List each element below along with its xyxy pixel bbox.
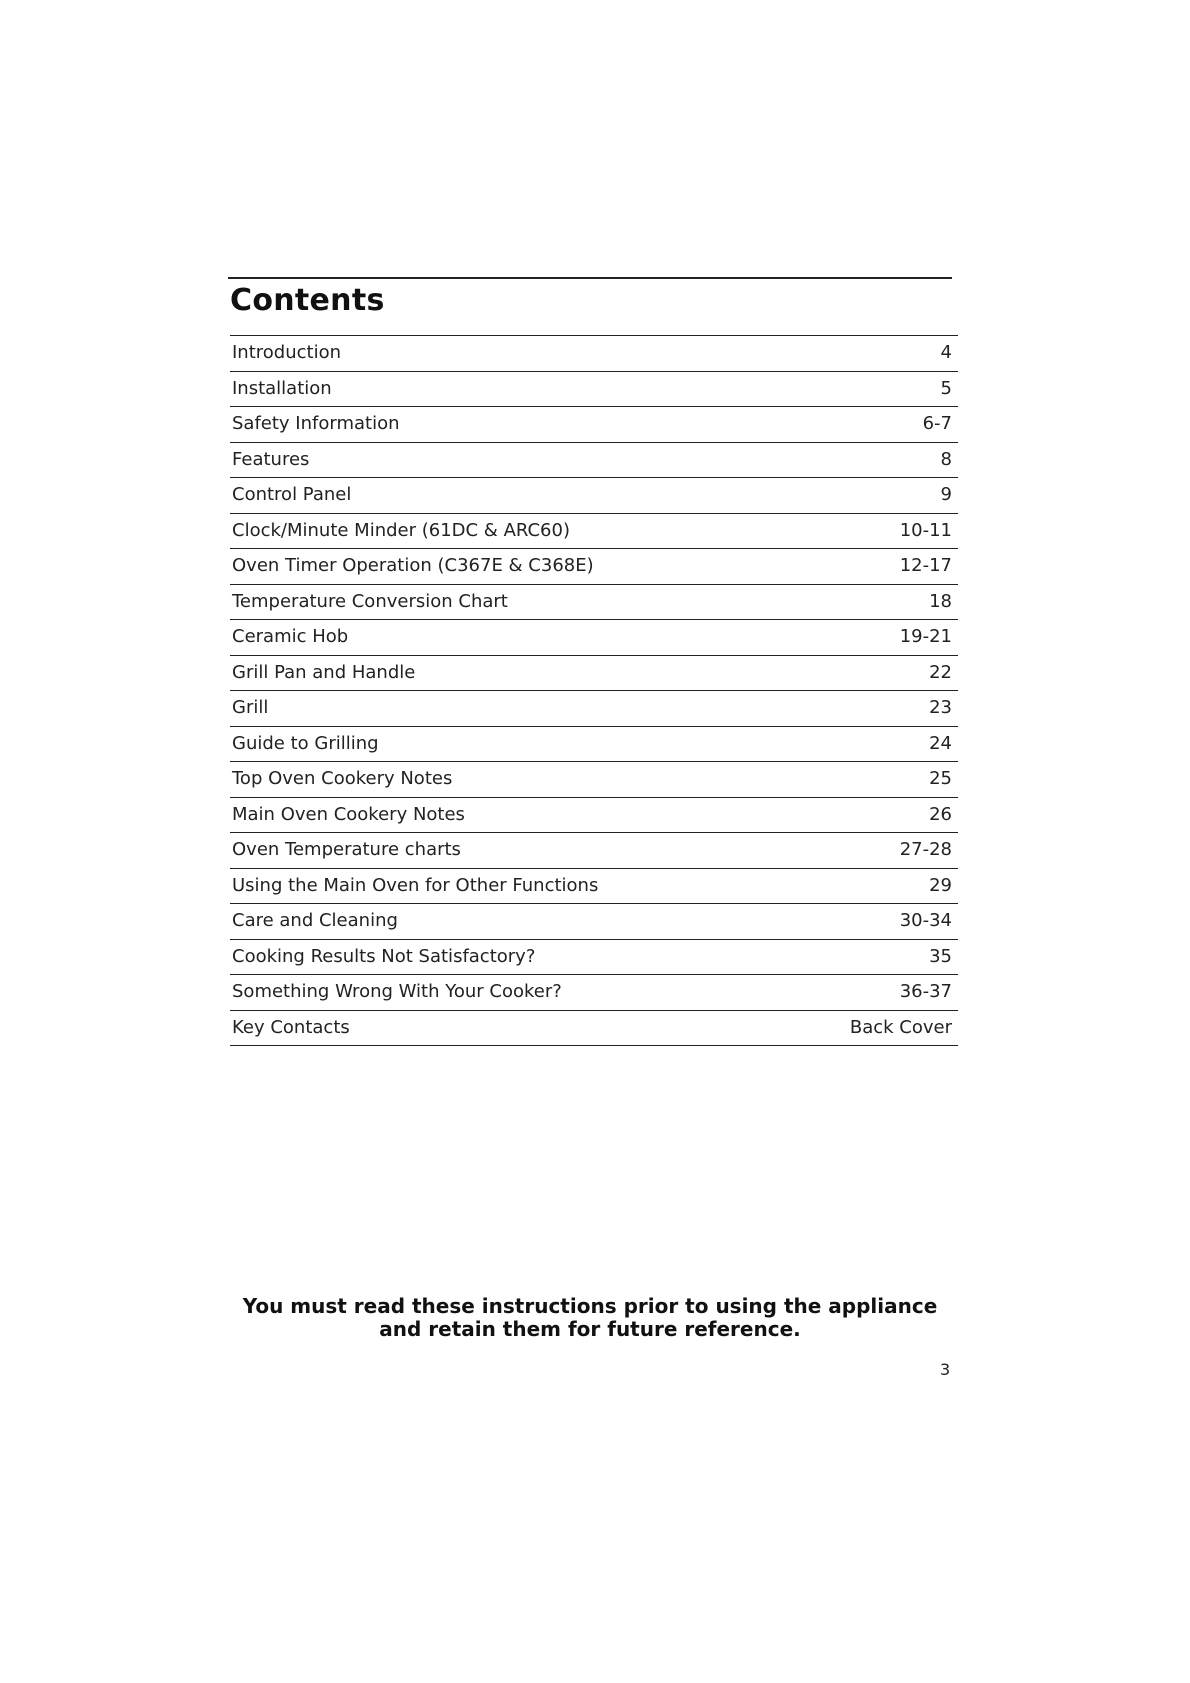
toc-page: 23 [929,697,952,718]
toc-page: 6-7 [922,413,952,434]
toc-page: 5 [940,377,952,399]
toc-label: Oven Timer Operation (C367E & C368E) [232,555,594,576]
toc-row [230,407,958,443]
read-instructions-notice [230,1295,950,1341]
toc-label: Top Oven Cookery Notes [232,768,453,789]
toc-page: 24 [929,732,952,754]
toc-page: 8 [940,448,952,470]
toc-label: Features [232,448,310,470]
page-title: Contents [230,283,385,318]
toc-label: Introduction [232,342,342,363]
toc-page: 19-21 [899,626,952,647]
notice-line-2: and retain them for future reference. [379,1317,801,1341]
toc-label: Guide to Grilling [232,732,379,754]
toc-row [230,975,958,1011]
toc-page: 9 [940,484,952,505]
toc-label: Control Panel [232,484,352,505]
toc-row [230,762,958,798]
toc-label: Cooking Results Not Satisfactory? [232,945,536,967]
toc-page: 30-34 [899,910,952,931]
toc-row [230,940,958,976]
toc-page: 22 [929,661,952,683]
toc-row [230,656,958,692]
toc-page: Back Cover [849,1016,952,1038]
toc-page: 36-37 [899,981,952,1002]
toc-page: 29 [929,874,952,896]
toc-page: 4 [940,342,952,363]
toc-label: Using the Main Oven for Other Functions [232,874,599,896]
toc-label: Safety Information [232,413,400,434]
toc-page: 35 [929,945,952,967]
toc-row [230,798,958,834]
toc-label: Something Wrong With Your Cooker? [232,981,562,1002]
toc-row [230,585,958,621]
toc-row [230,372,958,408]
toc-row [230,869,958,905]
toc-label: Temperature Conversion Chart [232,590,508,612]
toc-page: 25 [929,768,952,789]
toc-label: Main Oven Cookery Notes [232,803,465,825]
toc-row [230,620,958,656]
toc-page: 26 [929,803,952,825]
title-top-rule [228,277,952,279]
toc-row [230,336,958,372]
page-number: 3 [940,1360,951,1379]
toc-label: Care and Cleaning [232,910,398,931]
toc-label: Grill Pan and Handle [232,661,416,683]
toc-page: 18 [929,590,952,612]
contents-list [230,335,958,1046]
toc-label: Key Contacts [232,1016,350,1038]
toc-page: 12-17 [899,555,952,576]
toc-label: Installation [232,377,332,399]
toc-row [230,549,958,585]
toc-row [230,1011,958,1047]
toc-row [230,727,958,763]
toc-row [230,904,958,940]
toc-label: Clock/Minute Minder (61DC & ARC60) [232,519,570,541]
toc-row [230,514,958,550]
toc-label: Ceramic Hob [232,626,349,647]
toc-page: 10-11 [899,519,952,541]
toc-row [230,478,958,514]
notice-line-1: You must read these instructions prior to using the appliance [242,1294,938,1318]
toc-row [230,833,958,869]
toc-page: 27-28 [899,839,952,860]
toc-label: Grill [232,697,269,718]
toc-row [230,691,958,727]
toc-row [230,443,958,479]
toc-label: Oven Temperature charts [232,839,461,860]
